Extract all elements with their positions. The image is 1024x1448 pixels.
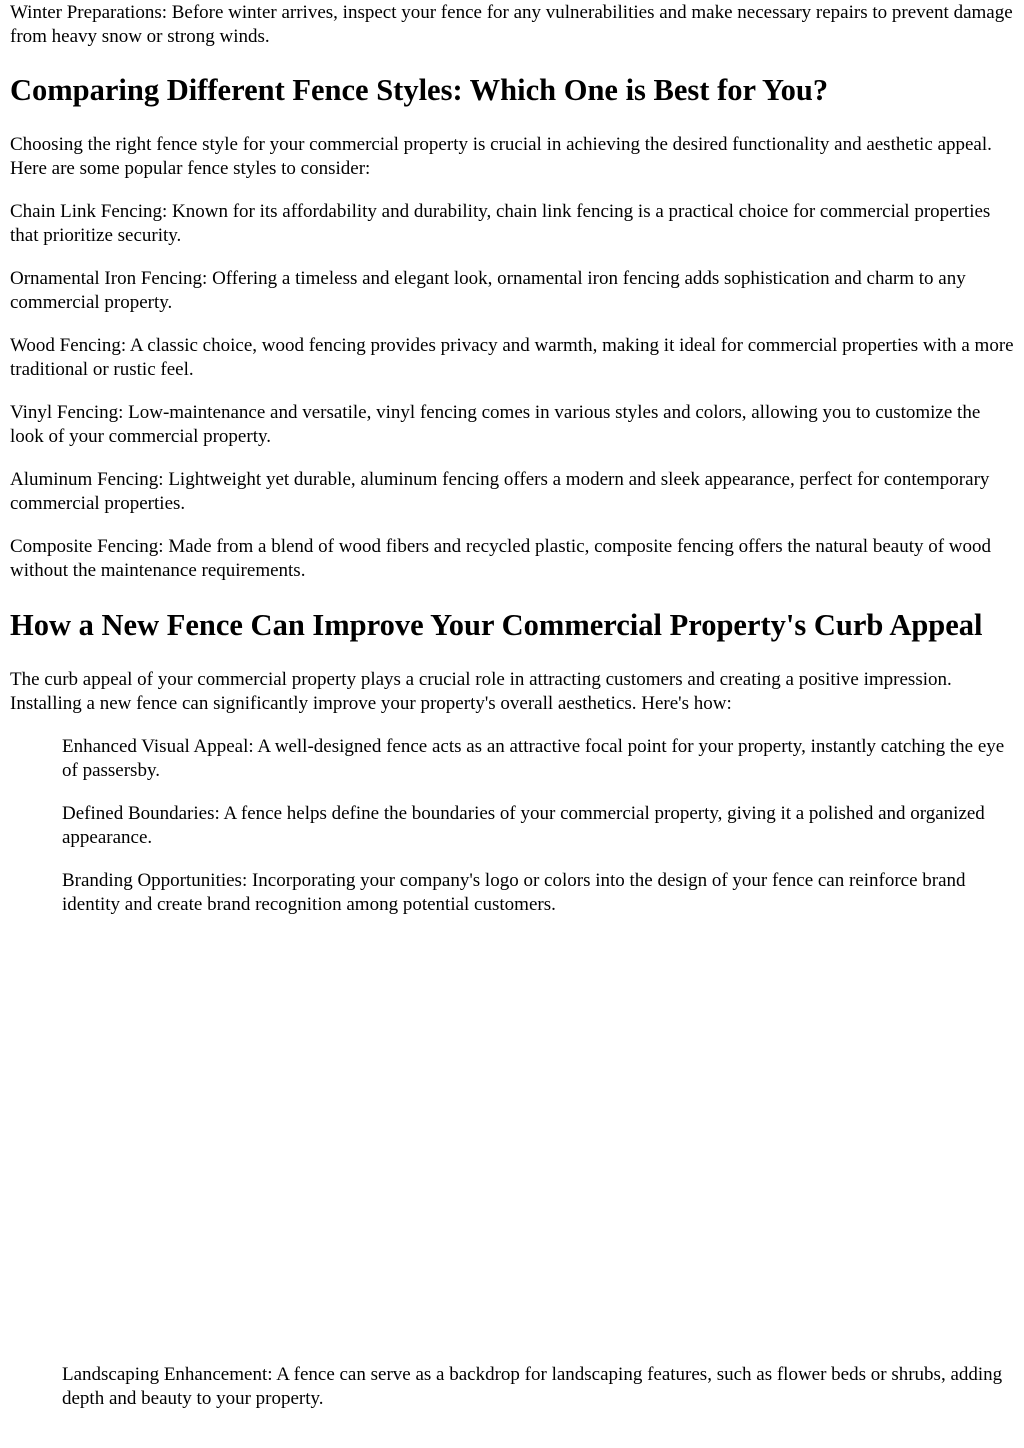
landscaping-enhancement-list-item: Landscaping Enhancement: A fence can serve as a backdrop for landscaping features, such as flower beds or shrubs, adding depth and beauty to your property. — [62, 1364, 1003, 1409]
visual-appeal-list-item: Enhanced Visual Appeal: A well-designed fence acts as an attractive focal point for your property, instantly catching the eye of passersby. — [62, 736, 1005, 781]
curb-appeal-heading: How a New Fence Can Improve Your Commercial Property's Curb Appeal — [10, 608, 983, 642]
curb-appeal-lead-paragraph: The curb appeal of your commercial property plays a crucial role in attracting customers and creating a positive impression. Installing a new fence can significantly improve your property's overall aesthetics. Here's how: — [10, 669, 952, 714]
composite-fencing-paragraph: Composite Fencing: Made from a blend of wood fibers and recycled plastic, composite fencing offers the natural beauty of wood without the maintenance requirements. — [10, 536, 992, 581]
fence-styles-heading: Comparing Different Fence Styles: Which One is Best for You? — [10, 73, 829, 107]
vinyl-fencing-paragraph: Vinyl Fencing: Low-maintenance and versatile, vinyl fencing comes in various styles and colors, allowing you to customize the look of your commercial property. — [10, 402, 981, 447]
fence-styles-lead-paragraph: Choosing the right fence style for your commercial property is crucial in achieving the desired functionality and aesthetic appeal. Here are some popular fence styles to consider: — [10, 134, 992, 179]
aluminum-fencing-paragraph: Aluminum Fencing: Lightweight yet durable, aluminum fencing offers a modern and sleek appearance, perfect for contemporary commercial properties. — [10, 469, 990, 514]
branding-opportunities-list-item: Branding Opportunities: Incorporating your company's logo or colors into the design of your fence can reinforce brand identity and create brand recognition among potential customers. — [62, 870, 966, 915]
winter-preparations-paragraph: Winter Preparations: Before winter arrives, inspect your fence for any vulnerabilities and make necessary repairs to prevent damage from heavy snow or strong winds. — [10, 2, 1013, 47]
defined-boundaries-list-item: Defined Boundaries: A fence helps define the boundaries of your commercial property, giving it a polished and organized appearance. — [62, 803, 985, 848]
chain-link-paragraph: Chain Link Fencing: Known for its affordability and durability, chain link fencing is a practical choice for commercial properties that prioritize security. — [10, 201, 991, 246]
wood-fencing-paragraph: Wood Fencing: A classic choice, wood fencing provides privacy and warmth, making it ideal for commercial properties with a more traditional or rustic feel. — [10, 335, 1014, 380]
ornamental-iron-paragraph: Ornamental Iron Fencing: Offering a timeless and elegant look, ornamental iron fencing adds sophistication and charm to any commercial property. — [10, 268, 966, 313]
